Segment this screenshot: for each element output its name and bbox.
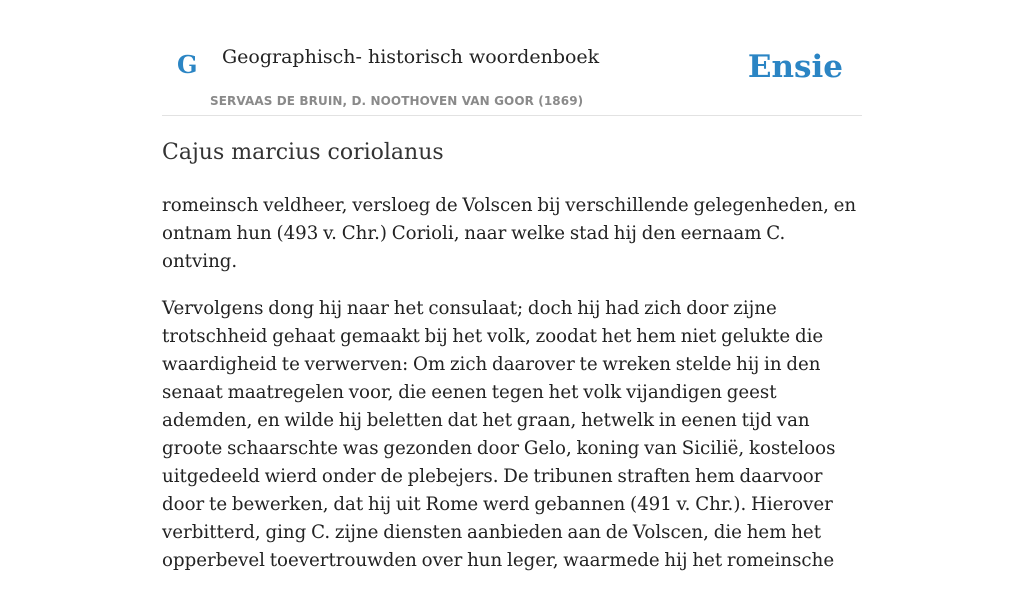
header [162, 0, 862, 116]
book-title-link[interactable]: Geographisch- historisch woordenboek [222, 46, 600, 68]
entry-title: Cajus marcius coriolanus [162, 140, 444, 165]
book-authors: SERVAAS DE BRUIN, D. NOOTHOVEN VAN GOOR (1869) [210, 94, 584, 108]
entry-paragraph: romeinsch veldheer, versloeg de Volscen bij verschillende gelegenheden, en ontnam hun (493 v. Chr.) Corioli, naar welke stad hij den eernaam C. ontving. [162, 195, 857, 272]
ensie-logo-link[interactable]: Ensie [747, 49, 843, 85]
content-column [162, 0, 862, 571]
entry-paragraph: Vervolgens dong hij naar het consulaat; doch hij had zich door zijne trotschheid gehaat gemaakt bij het volk, zoodat het hem niet gelukte die waardigheid te verwerven: Om zich daarover te wreken stelde hij in den senaat maatregelen voor, die eenen tegen het volk vijandigen geest ademden, en wilde hij beletten dat het graan, hetwelk in eenen tijd van groote schaarschte was gezonden door Gelo, koning van Sicilië, kosteloos uitgedeeld wierd onder de plebejers. De tribunen straften hem daarvoor door te bewerken, dat hij uit Rome werd gebannen (491 v. Chr.). Hierover verbitterd, ging C. zijne diensten aanbieden aan de Volscen, die hem het opperbevel toevertrouwden over hun leger, waarmede hij het romeinsche [162, 298, 836, 571]
book-logo-icon[interactable]: G [177, 50, 198, 79]
entry-body [162, 192, 862, 594]
